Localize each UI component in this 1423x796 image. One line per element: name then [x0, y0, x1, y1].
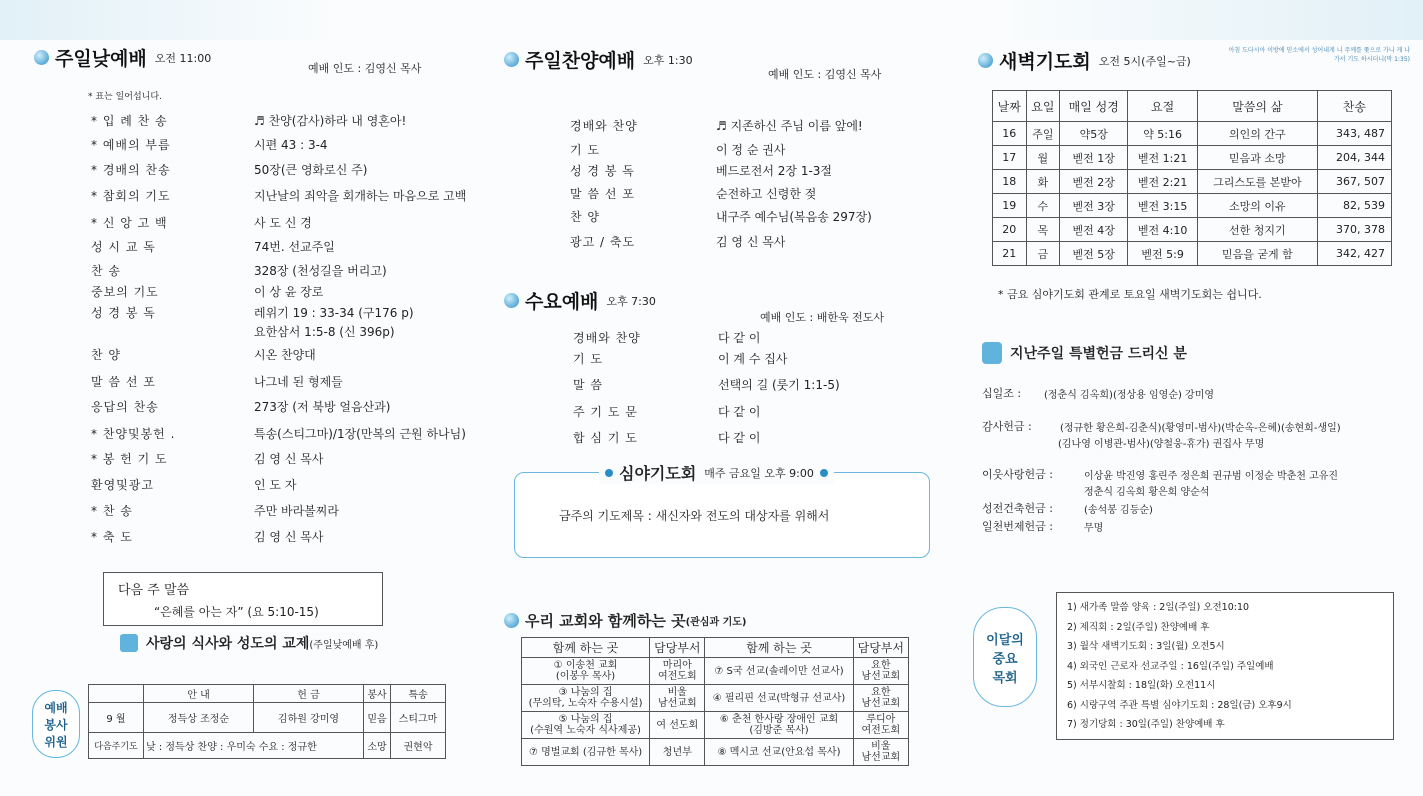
fellowship-title: 사랑의 식사와 성도의 교제 [146, 636, 310, 652]
schedule-item: 6) 시랑구역 주관 특별 심야기도회 : 28일(금) 오후9시 [1067, 699, 1292, 711]
order-label: 기 도 [573, 352, 603, 366]
order-value: 내구주 예수님(복음송 297장) [716, 210, 872, 224]
table-cell: 약5장 [1060, 122, 1128, 146]
table-cell: 다음주기도 [89, 733, 144, 759]
table-row [522, 712, 909, 739]
offering-names-second: 정춘식 김옥희 황은희 양순석 [1084, 487, 1210, 498]
offering-label: 십일조 : [982, 387, 1022, 400]
together-note: (관심과 기도) [685, 617, 747, 628]
table-header: 매일 성경 [1060, 91, 1128, 122]
standing-note: * 표는 일어섭니다. [88, 92, 162, 102]
schedule-item: 4) 외국인 근로자 선교주일 : 16일(주일) 주일예배 [1067, 660, 1274, 672]
table-cell: 권현악 [391, 733, 446, 759]
order-value: 선택의 길 (룻기 1:1-5) [718, 378, 840, 392]
offering-label: 감사헌금 : [982, 420, 1032, 433]
order-label: * 참회의 기도 [91, 189, 171, 203]
order-value: 특송(스티그마)/1장(만복의 근원 하나님) [254, 427, 466, 441]
next-word-text: “은혜를 아는 자” (요 5:10-15) [154, 605, 319, 619]
order-label: 경배와 찬양 [573, 331, 641, 345]
table-cell: 벧전 1:21 [1128, 146, 1198, 170]
table-row [522, 685, 909, 712]
order-label: * 축 도 [91, 530, 133, 544]
order-value: 김 영 신 목사 [716, 235, 786, 249]
table-row [522, 658, 909, 685]
order-value: 328장 (천성길을 버리고) [254, 264, 387, 278]
table-cell: 소망의 이유 [1197, 194, 1317, 218]
order-value: 사 도 신 경 [254, 216, 312, 230]
together-header [504, 610, 747, 631]
table-row [522, 739, 909, 766]
table-cell: 소망 [364, 733, 391, 759]
table-cell: 20 [993, 218, 1027, 242]
order-value: ♬ 찬양(감사)하라 내 영혼아! [254, 114, 407, 128]
order-value: 김 영 신 목사 [254, 530, 324, 544]
order-label: 찬 양 [570, 210, 600, 224]
table-header: 요절 [1128, 91, 1198, 122]
order-value: 이 정 순 권사 [716, 143, 786, 157]
table-cell: 204, 344 [1317, 146, 1391, 170]
table-header: 함께 하는 곳 [705, 638, 853, 658]
table-cell: 벧전 5:9 [1128, 242, 1198, 266]
order-label: 중보의 기도 [91, 285, 159, 299]
order-value: 김 영 신 목사 [254, 452, 324, 466]
offering-names: (송석봉 김등순) [1084, 505, 1153, 516]
order-value: 다 같 이 [718, 331, 761, 345]
offering-label: 이웃사랑헌금 : [982, 468, 1053, 481]
order-value-second: 요한삼서 1:5-8 (신 396p) [254, 325, 395, 339]
order-label: * 예배의 부름 [91, 138, 171, 152]
fellowship-note: (주일낮예배 후) [309, 639, 379, 651]
flower-icon [120, 634, 138, 652]
order-value: 50장(큰 영화로신 주) [254, 163, 368, 177]
table-header: 찬송 [1317, 91, 1391, 122]
night-prayer-box [514, 464, 930, 558]
section-time: 오후 7:30 [606, 294, 656, 308]
table-cell: ④ 필리핀 선교(박형규 선교사) [705, 685, 853, 712]
night-prayer-text: 금주의 기도제목 : 새신자와 전도의 대상자를 위해서 [559, 509, 830, 523]
dawn-prayer-header [978, 47, 1191, 74]
table-header: 담당부서 [853, 638, 908, 658]
order-value: 레위기 19 : 33-34 (구176 p) [254, 306, 414, 320]
order-value: 지난날의 죄악을 회개하는 마음으로 고백 [254, 189, 467, 203]
bullet-icon [504, 613, 519, 628]
order-label: 성 시 교 독 [91, 240, 156, 254]
table-cell: 벧전 3:15 [1128, 194, 1198, 218]
table-cell: 370, 378 [1317, 218, 1391, 242]
table-cell: 금 [1026, 242, 1060, 266]
table-cell: 벧전 4:10 [1128, 218, 1198, 242]
table-cell: 청년부 [650, 739, 705, 766]
order-label: 합 심 기 도 [573, 431, 638, 445]
bullet-icon [34, 50, 49, 65]
next-word-title: 다음 주 말씀 [118, 583, 190, 598]
order-value: 이 계 수 집사 [718, 352, 788, 366]
night-prayer-title: 심야기도회 [619, 464, 697, 483]
table-cell [89, 685, 144, 703]
bullet-icon [504, 293, 519, 308]
table-cell: 선한 청지기 [1197, 218, 1317, 242]
table-cell: 주일 [1026, 122, 1060, 146]
offering-names-second: (김나영 이병관-범사)(양철웅-휴가) 권집사 무명 [1058, 439, 1265, 450]
section-title: 수요예배 [525, 291, 599, 313]
table-cell: 벧전 4장 [1060, 218, 1128, 242]
table-cell: 벧전 1장 [1060, 146, 1128, 170]
order-value: 273장 (저 북방 얼음산과) [254, 400, 391, 414]
order-label: * 찬 송 [91, 504, 133, 518]
order-value: 시편 43 : 3-4 [254, 138, 328, 152]
table-header: 요일 [1026, 91, 1060, 122]
table-row [993, 194, 1392, 218]
committee-table [88, 684, 446, 759]
table-row [993, 218, 1392, 242]
order-label: 말 씀 선 포 [91, 375, 156, 389]
worship-leader: 예배 인도 : 배한욱 전도사 [760, 311, 884, 324]
month-label-line: 중요 [992, 651, 1018, 667]
table-cell: 여 선도회 [650, 712, 705, 739]
section-time: 오후 1:30 [643, 53, 693, 67]
table-cell: ⑥ 춘천 한사랑 장애인 교회 (김방준 목사) [705, 712, 853, 739]
order-label: 찬 송 [91, 264, 121, 278]
table-cell: 342, 427 [1317, 242, 1391, 266]
praise-worship-header [504, 46, 693, 73]
table-cell: 요한 남선교회 [853, 658, 908, 685]
offering-names: 무명 [1084, 523, 1104, 534]
offering-names: (정규한 황은희-김춘식)(황영미-범사)(박순옥-은혜)(송현희-생일) [1060, 423, 1341, 434]
month-label [973, 607, 1037, 707]
order-label: * 봉 헌 기 도 [91, 452, 168, 466]
committee-label-line: 봉사 [44, 717, 68, 732]
table-cell: 벧전 5장 [1060, 242, 1128, 266]
order-value: 74번. 선교주일 [254, 240, 335, 254]
committee-label-line: 예배 [44, 700, 68, 715]
month-label-line: 이달의 [986, 632, 1024, 648]
table-row [993, 170, 1392, 194]
order-label: 성 경 봉 독 [570, 164, 635, 178]
table-header: 담당부서 [650, 638, 705, 658]
together-table [521, 637, 909, 766]
table-cell: 벧전 3장 [1060, 194, 1128, 218]
table-cell: 21 [993, 242, 1027, 266]
table-cell: ① 이송천 교회 (이봉우 목사) [522, 658, 650, 685]
table-cell: 월 [1026, 146, 1060, 170]
table-cell: 믿음 [364, 703, 391, 733]
offering-header [982, 342, 1187, 364]
worship-leader: 예배 인도 : 김영신 목사 [308, 62, 422, 75]
order-label: 말 씀 선 포 [570, 187, 635, 201]
table-row [993, 122, 1392, 146]
order-label: 응답의 찬송 [91, 400, 159, 414]
offering-label: 성전건축헌금 : [982, 502, 1053, 515]
table-cell: 17 [993, 146, 1027, 170]
table-header: 헌 금 [254, 685, 364, 703]
table-header: 날짜 [993, 91, 1027, 122]
offering-names: (정춘식 김옥희)(정상용 임영순) 강미영 [1044, 390, 1215, 401]
table-cell: 믿음과 소망 [1197, 146, 1317, 170]
table-row [993, 242, 1392, 266]
dawn-note: * 금요 심야기도회 관계로 토요일 새벽기도회는 쉽니다. [998, 288, 1262, 301]
order-value: 순전하고 신령한 젖 [716, 187, 817, 201]
schedule-item: 7) 정기당회 : 30일(주일) 찬양예배 후 [1067, 719, 1225, 730]
order-value: 주만 바라볼찌라 [254, 504, 339, 518]
section-title: 주일낮예배 [55, 48, 147, 70]
section-time: 오전 5시(주일~금) [1098, 54, 1191, 68]
month-schedule-box [1056, 592, 1394, 740]
schedule-item: 3) 월삭 새벽기도회 : 3일(월) 오전5시 [1067, 641, 1225, 652]
worship-leader: 예배 인도 : 김영신 목사 [768, 68, 882, 81]
table-cell: 목 [1026, 218, 1060, 242]
table-cell: 스티그마 [391, 703, 446, 733]
order-value: 다 같 이 [718, 431, 761, 445]
table-cell: 비울 남선교회 [853, 739, 908, 766]
offering-label: 일천번제헌금 : [982, 520, 1053, 533]
order-label: 찬 양 [91, 348, 121, 362]
night-prayer-header [599, 461, 834, 484]
section-title: 주일찬양예배 [525, 50, 636, 72]
table-header: 말씀의 삶 [1197, 91, 1317, 122]
table-cell: 16 [993, 122, 1027, 146]
table-cell: 벧전 2:21 [1128, 170, 1198, 194]
table-cell: 마리아 여전도회 [650, 658, 705, 685]
table-cell: 367, 507 [1317, 170, 1391, 194]
table-cell: 82, 539 [1317, 194, 1391, 218]
dawn-schedule-table [992, 90, 1392, 266]
table-cell: 그리스도를 본받아 [1197, 170, 1317, 194]
order-value: 나그네 된 형제들 [254, 375, 343, 389]
table-header: 함께 하는 곳 [522, 638, 650, 658]
table-header: 봉사 [364, 685, 391, 703]
order-value: 다 같 이 [718, 405, 761, 419]
table-header: 특송 [391, 685, 446, 703]
table-cell: 수 [1026, 194, 1060, 218]
table-cell: 18 [993, 170, 1027, 194]
order-value: 베드로전서 2장 1-3절 [716, 164, 833, 178]
schedule-item: 5) 서부시찰회 : 18일(화) 오전11시 [1067, 680, 1216, 691]
table-cell: 믿음을 굳게 함 [1197, 242, 1317, 266]
table-header: 안 내 [144, 685, 254, 703]
order-label: * 경배의 찬송 [91, 163, 171, 177]
offering-title: 지난주일 특별헌금 드리신 분 [1010, 346, 1187, 362]
wednesday-worship-header [504, 287, 656, 314]
order-label: * 신 앙 고 백 [91, 216, 168, 230]
table-cell: 김하원 강미영 [254, 703, 364, 733]
bullet-icon [605, 469, 613, 477]
table-cell: ⑦ S국 선교(솔레이만 선교사) [705, 658, 853, 685]
order-value: 인 도 자 [254, 478, 297, 492]
sunday-worship-header [34, 44, 211, 71]
next-word-box [103, 572, 383, 626]
committee-label-line: 위원 [44, 734, 68, 749]
order-label: * 입 례 찬 송 [91, 114, 168, 128]
together-title: 우리 교회와 함께하는 곳 [525, 612, 686, 630]
table-cell: 화 [1026, 170, 1060, 194]
flower-icon [982, 342, 1002, 364]
order-value: 이 상 윤 장로 [254, 285, 324, 299]
order-label: 기 도 [570, 143, 600, 157]
offering-names: 이상윤 박진영 홍린주 정은희 권규범 이정순 박춘천 고유진 [1084, 471, 1339, 482]
table-cell: ⑤ 나눔의 집 (수원역 노숙자 식사제공) [522, 712, 650, 739]
bullet-icon [820, 469, 828, 477]
table-cell: 정득상 조정순 [144, 703, 254, 733]
committee-label [32, 690, 80, 758]
table-cell: 약 5:16 [1128, 122, 1198, 146]
table-cell: ⑦ 명벌교회 (김규한 목사) [522, 739, 650, 766]
night-prayer-time: 매주 금요일 오후 9:00 [704, 466, 814, 480]
order-label: 환영및광고 [91, 478, 154, 492]
table-cell: 9 월 [89, 703, 144, 733]
schedule-item: 2) 제직회 : 2일(주일) 찬양예배 후 [1067, 621, 1210, 633]
dawn-verse: 아침 도다시아 이방에 믿소에서 성어내게 니 주께를 쫓으로 가니 게 나가서 기도 하시더니(막 1:35) [1228, 47, 1410, 63]
month-label-line: 목회 [992, 670, 1018, 686]
order-label: 광고 / 축도 [570, 235, 636, 249]
table-cell: 벧전 2장 [1060, 170, 1128, 194]
table-cell: 19 [993, 194, 1027, 218]
order-value: 시온 찬양대 [254, 348, 316, 362]
bullet-icon [978, 53, 993, 68]
table-cell: 비울 남선교회 [650, 685, 705, 712]
order-label: 성 경 봉 독 [91, 306, 156, 320]
table-cell: 요한 남선교회 [853, 685, 908, 712]
table-cell: 343, 487 [1317, 122, 1391, 146]
decoration-top-right [1000, 0, 1423, 40]
section-title: 새벽기도회 [999, 51, 1091, 73]
order-value: ♬ 지존하신 주님 이름 앞에! [716, 119, 863, 133]
table-cell: 낮 : 정득상 찬양 : 우미숙 수요 : 정규한 [144, 733, 364, 759]
decoration-top-left [0, 0, 330, 40]
fellowship-header [120, 633, 378, 653]
order-label: 말 씀 [573, 378, 603, 392]
table-cell: ⑧ 멕시코 선교(안요섭 목사) [705, 739, 853, 766]
table-cell: ③ 나눔의 집 (무의탁, 노숙자 수용시설) [522, 685, 650, 712]
table-cell: 의인의 간구 [1197, 122, 1317, 146]
table-row [993, 146, 1392, 170]
order-label: 경배와 찬양 [570, 119, 638, 133]
bullet-icon [504, 52, 519, 67]
order-label: 주 기 도 문 [573, 405, 638, 419]
order-label: * 찬양및봉헌 . [91, 427, 176, 441]
table-cell: 루디아 여전도회 [853, 712, 908, 739]
schedule-item: 1) 새가족 말씀 양육 : 2일(주일) 오전10:10 [1067, 602, 1250, 613]
section-time: 오전 11:00 [154, 51, 212, 65]
